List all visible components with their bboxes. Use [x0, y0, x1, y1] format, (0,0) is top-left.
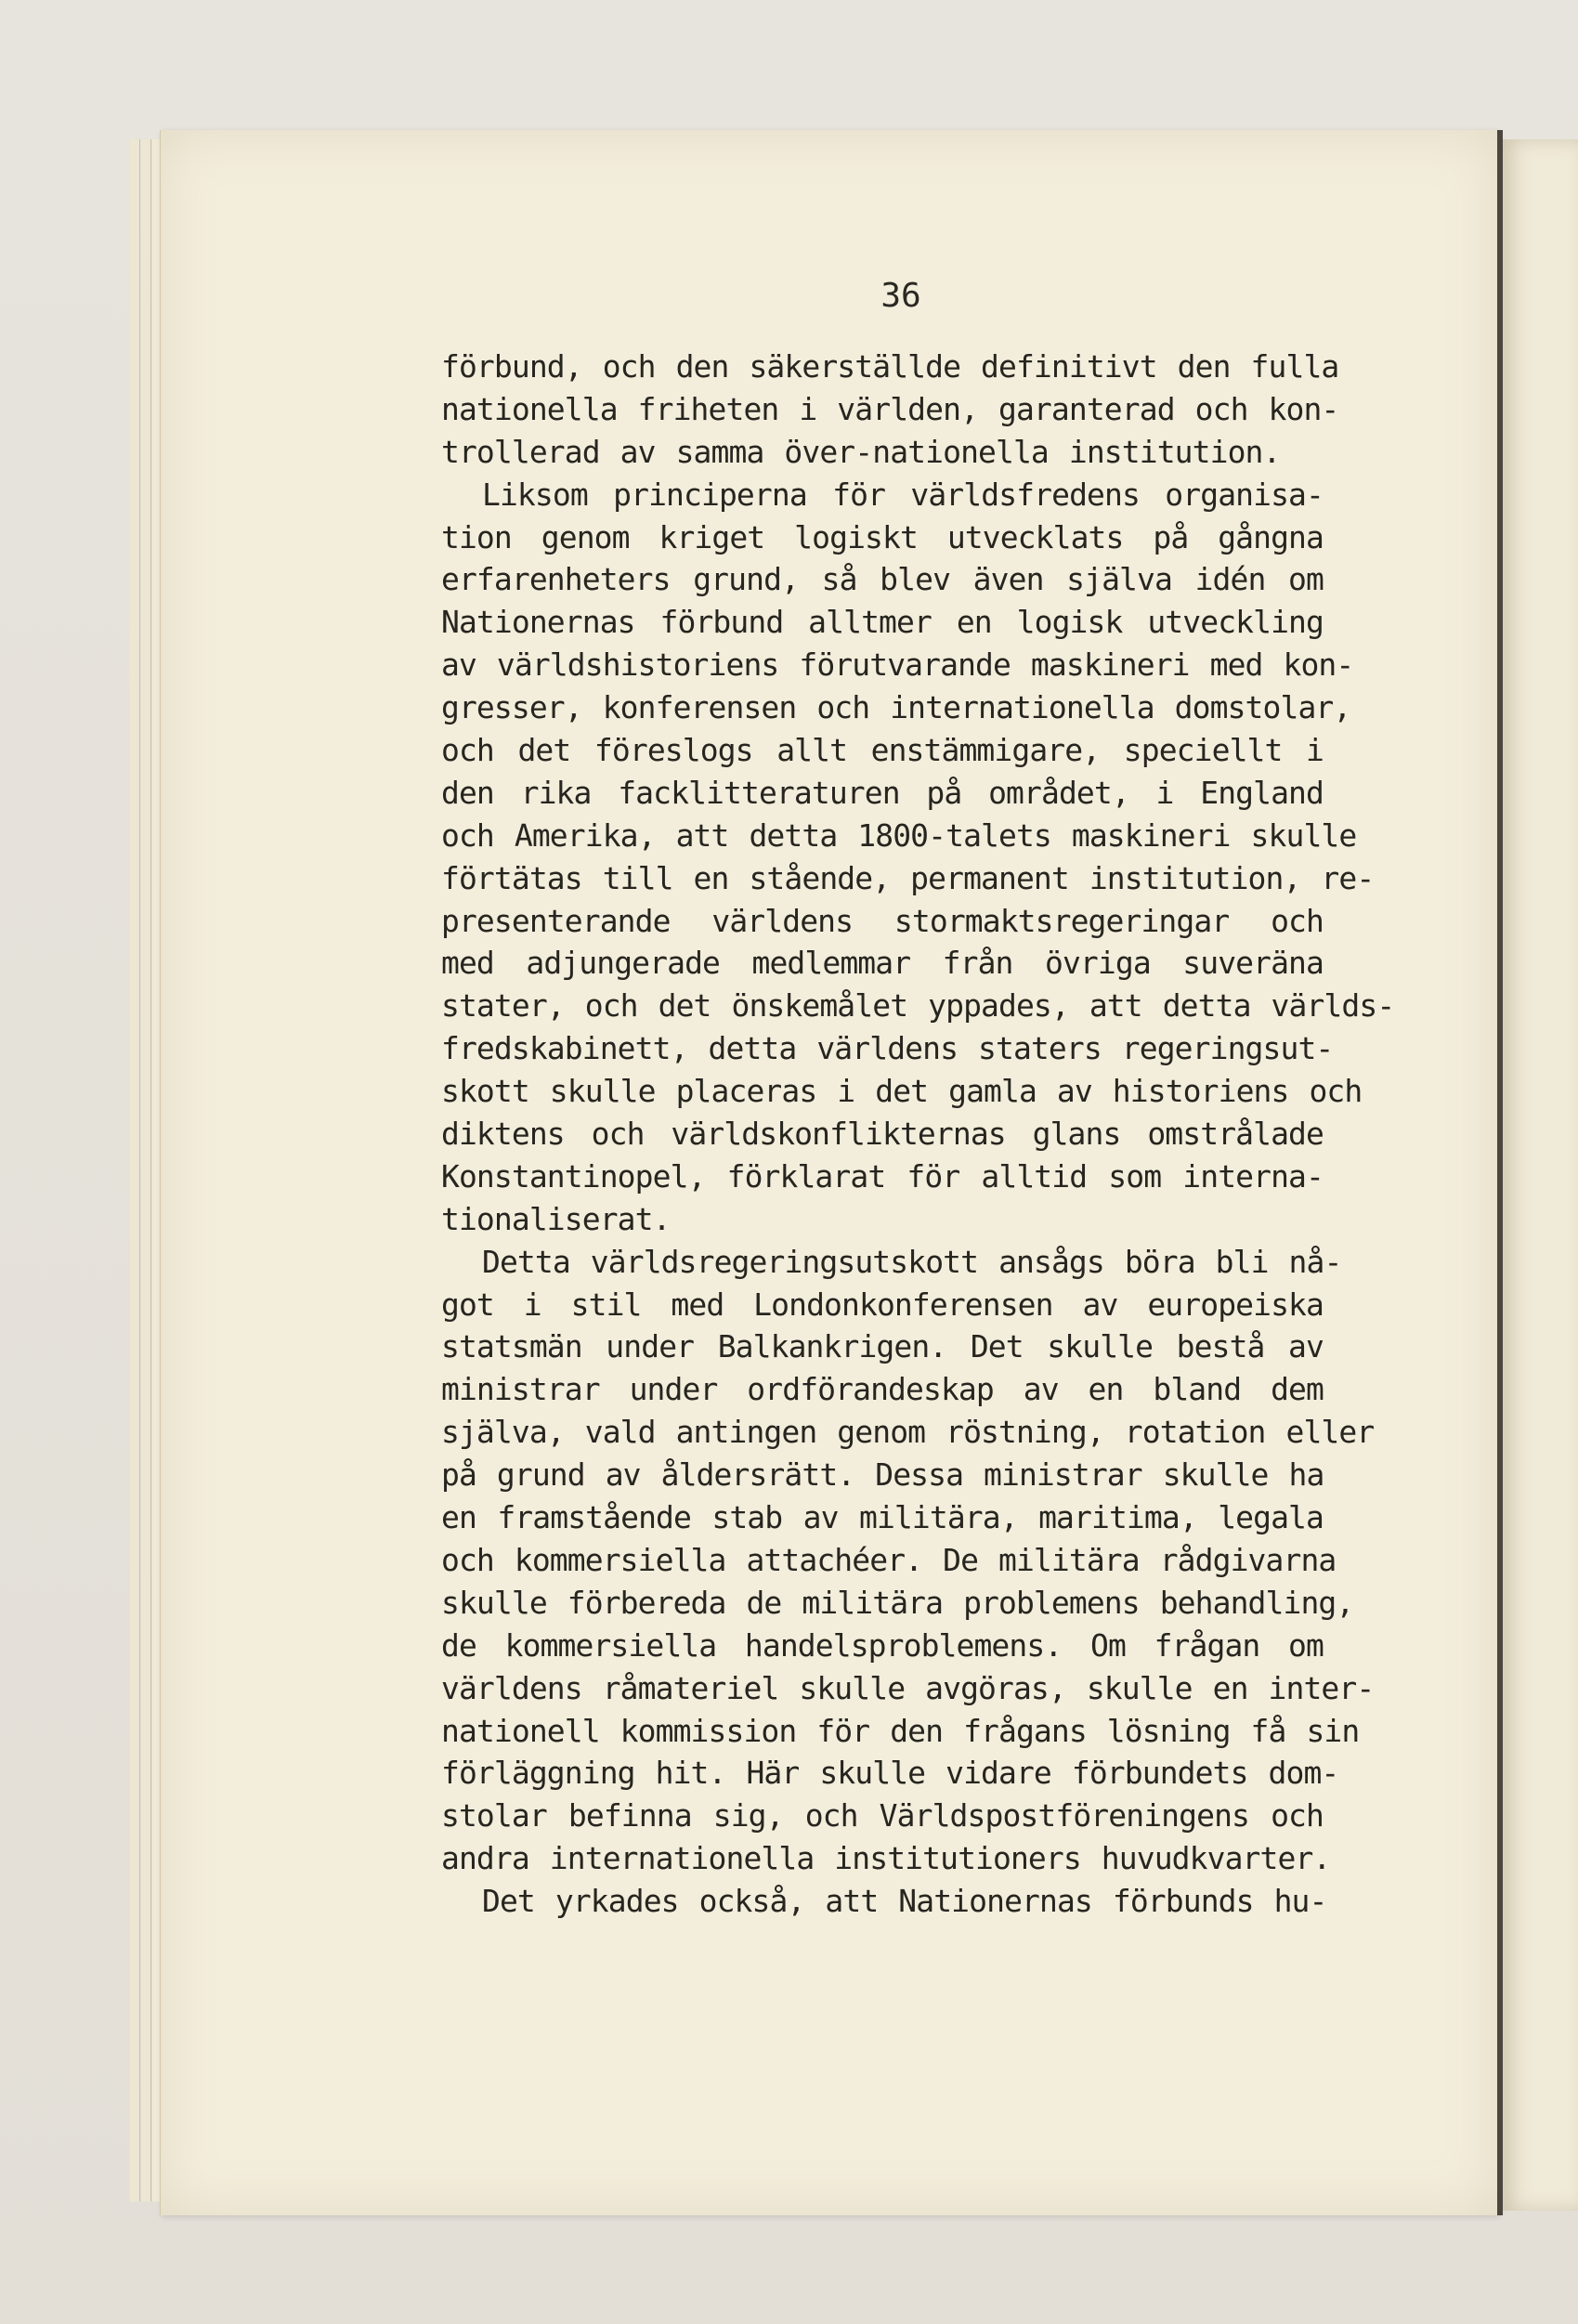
- page-stack-edge: [141, 139, 151, 2201]
- text-line: på grund av åldersrätt. Dessa ministrar skulle ha: [441, 1456, 1324, 1494]
- text-line: statsmän under Balkankrigen. Det skulle bestå av: [441, 1328, 1324, 1365]
- text-line: Konstantinopel, förklarat för alltid som interna-: [441, 1157, 1324, 1195]
- text-line: nationella friheten i världen, garanterad och kon-: [441, 390, 1339, 427]
- text-line: Det yrkades också, att Nationernas förbunds hu-: [482, 1883, 1327, 1920]
- body-text: [441, 346, 1395, 1923]
- text-line: Nationernas förbund alltmer en logisk utveckling: [441, 604, 1324, 641]
- text-line: stater, och det önskemålet yppades, att detta världs-: [441, 987, 1395, 1025]
- text-line: presenterande världens stormaktsregeringar och: [441, 902, 1324, 939]
- text-line: av världshistoriens förutvarande maskineri med kon-: [441, 646, 1354, 684]
- text-line: andra internationella institutioners huvudkvarter.: [441, 1840, 1331, 1877]
- paragraph: [441, 1880, 1327, 1923]
- text-line: en framstående stab av militära, maritima, legala: [441, 1499, 1324, 1536]
- text-line: förbund, och den säkerställde definitivt den fulla: [441, 348, 1339, 385]
- text-line: stolar befinna sig, och Världspostföreningens och: [441, 1797, 1324, 1834]
- text-line: världens råmateriel skulle avgöras, skulle en inter-: [441, 1669, 1375, 1706]
- paragraph: [441, 346, 1339, 474]
- text-line: förläggning hit. Här skulle vidare förbundets dom-: [441, 1755, 1339, 1792]
- text-line: och Amerika, att detta 1800-talets maskineri skulle: [441, 816, 1357, 854]
- text-line: skulle förbereda de militära problemens behandling,: [441, 1584, 1354, 1621]
- text-line: diktens och världskonflikternas glans omstrålade: [441, 1116, 1324, 1153]
- text-line: och det föreslogs allt enstämmigare, speciellt i: [441, 732, 1324, 769]
- text-line: och kommersiella attachéer. De militära rådgivarna: [441, 1541, 1337, 1578]
- page-stack-edge: [130, 139, 140, 2201]
- text-line: erfarenheters grund, så blev även själva idén om: [441, 561, 1324, 598]
- text-line: tion genom kriget logiskt utvecklats på gångna: [441, 518, 1324, 555]
- page-number: 36: [880, 277, 921, 315]
- paragraph: [441, 1241, 1375, 1880]
- text-line: gresser, konferensen och internationella domstolar,: [441, 689, 1351, 726]
- text-line: skott skulle placeras i det gamla av historiens och: [441, 1073, 1363, 1110]
- text-line: själva, vald antingen genom röstning, rotation eller: [441, 1414, 1375, 1451]
- text-line: tionaliserat.: [441, 1200, 671, 1237]
- text-line: de kommersiella handelsproblemens. Om frågan om: [441, 1626, 1324, 1664]
- text-line: ministrar under ordförandeskap av en bland dem: [441, 1371, 1324, 1408]
- text-line: trollerad av samma över-nationella institution.: [441, 433, 1281, 470]
- text-line: nationell kommission för den frågans lösning få sin: [441, 1712, 1360, 1749]
- text-line: fredskabinett, detta världens staters regeringsut-: [441, 1030, 1334, 1067]
- paragraph: [441, 474, 1395, 1241]
- text-line: got i stil med Londonkonferensen av europeiska: [441, 1286, 1324, 1323]
- text-line: Liksom principerna för världsfredens organisa-: [482, 476, 1324, 513]
- facing-page-edge: [1503, 139, 1578, 2211]
- text-line: med adjungerade medlemmar från övriga suveräna: [441, 945, 1324, 982]
- text-line: förtätas till en stående, permanent institution, re-: [441, 859, 1375, 896]
- text-line: Detta världsregeringsutskott ansågs böra bli nå-: [482, 1243, 1342, 1280]
- text-line: den rika facklitteraturen på området, i England: [441, 774, 1324, 811]
